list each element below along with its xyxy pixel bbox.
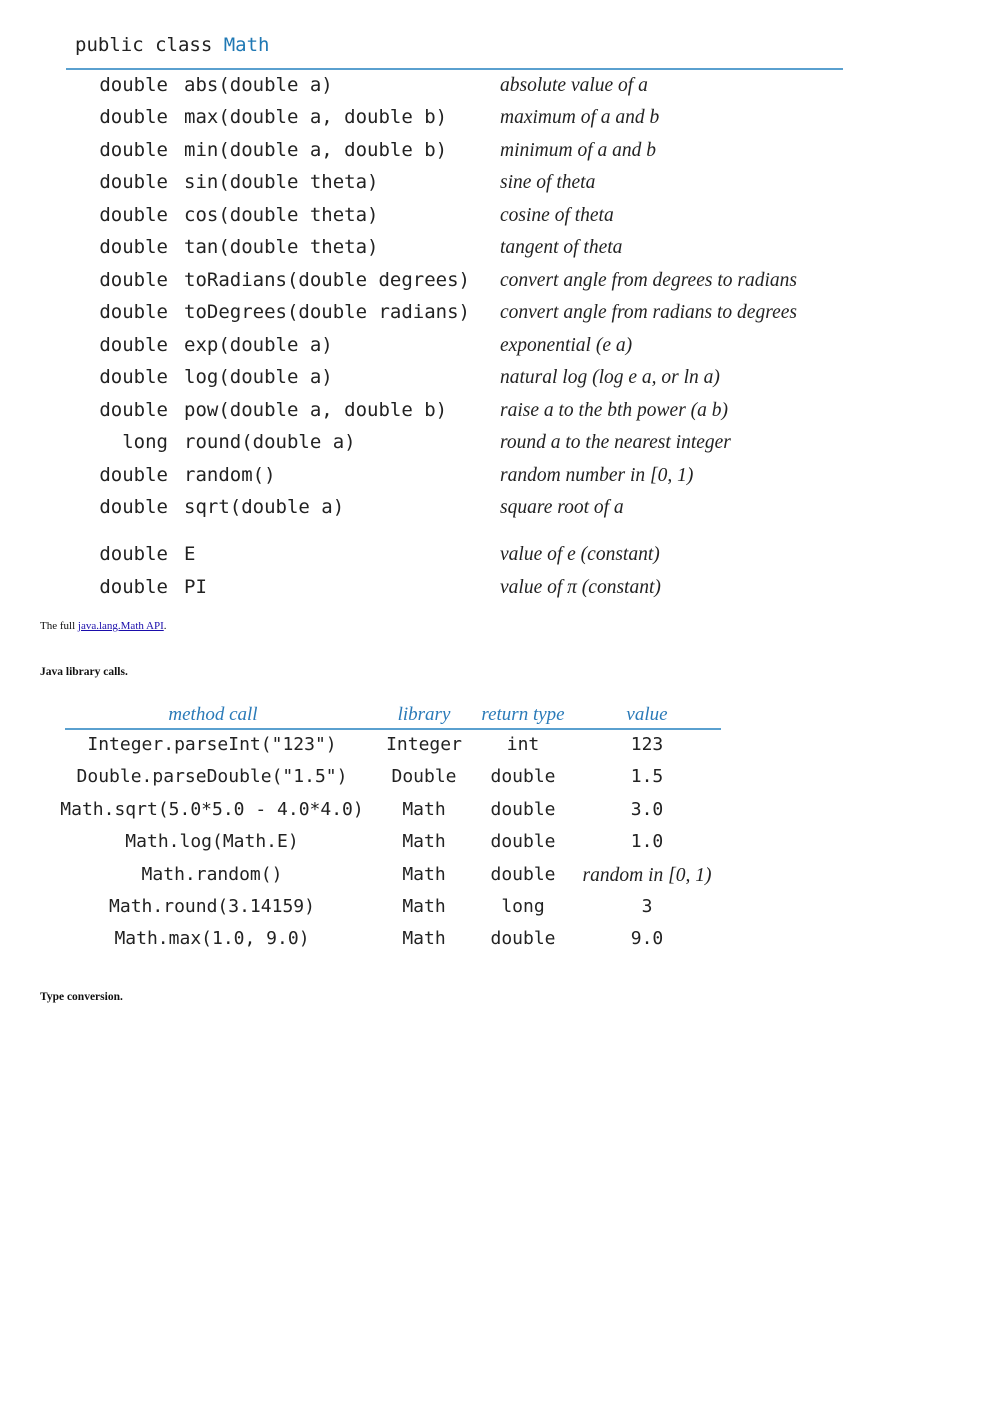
api-row-min bbox=[0, 139, 990, 169]
library-cell: Double bbox=[391, 766, 457, 787]
api-return-type: double bbox=[99, 139, 168, 161]
method-call-cell: Math.sqrt(5.0*5.0 - 4.0*4.0) bbox=[60, 799, 364, 820]
section-heading-type-conversion: Type conversion. bbox=[40, 991, 123, 1003]
method-call-cell: Math.max(1.0, 9.0) bbox=[114, 928, 310, 949]
library-cell: Math bbox=[402, 864, 446, 885]
api-return-type: double bbox=[99, 366, 168, 388]
library-calls-header-rule bbox=[65, 728, 721, 730]
value-cell: 9.0 bbox=[630, 928, 664, 949]
api-return-type: double bbox=[99, 334, 168, 356]
value-cell: 123 bbox=[630, 734, 664, 755]
library-cell: Math bbox=[402, 831, 446, 852]
api-return-type: double bbox=[99, 399, 168, 421]
api-row-random bbox=[0, 464, 990, 494]
api-row-exp bbox=[0, 334, 990, 364]
value-cell: 3 bbox=[641, 896, 653, 917]
api-description: maximum of a and b bbox=[500, 107, 660, 128]
api-signature: abs(double a) bbox=[184, 74, 333, 96]
api-row-pow bbox=[0, 399, 990, 429]
api-return-type: double bbox=[99, 269, 168, 291]
java-lang-math-api-link[interactable]: java.lang.Math API bbox=[77, 620, 164, 632]
caption-prefix: The full bbox=[40, 620, 78, 632]
api-signature: tan(double theta) bbox=[184, 236, 379, 258]
api-signature: log(double a) bbox=[184, 366, 333, 388]
api-row-sqrt bbox=[0, 496, 990, 526]
col-header-return-type: return type bbox=[481, 704, 565, 725]
api-row-abs bbox=[0, 74, 990, 104]
api-description: cosine of theta bbox=[500, 205, 614, 226]
api-return-type: double bbox=[99, 576, 168, 598]
api-signature: random() bbox=[184, 464, 276, 486]
return-type-cell: double bbox=[490, 864, 556, 885]
library-cell: Math bbox=[402, 799, 446, 820]
api-class-name: Math bbox=[223, 34, 270, 56]
api-return-type: double bbox=[99, 74, 168, 96]
return-type-cell: int bbox=[506, 734, 540, 755]
return-type-cell: double bbox=[490, 928, 556, 949]
api-description: random number in [0, 1) bbox=[500, 465, 694, 486]
api-caption bbox=[40, 620, 167, 632]
api-signature: exp(double a) bbox=[184, 334, 333, 356]
api-return-type: double bbox=[99, 236, 168, 258]
api-description: minimum of a and b bbox=[500, 140, 656, 161]
api-return-type: double bbox=[99, 496, 168, 518]
col-header-method-call: method call bbox=[168, 704, 258, 725]
col-header-library: library bbox=[397, 704, 451, 725]
api-signature: E bbox=[184, 543, 196, 565]
api-description: square root of a bbox=[500, 497, 624, 518]
api-return-type: double bbox=[99, 106, 168, 128]
api-row-log bbox=[0, 366, 990, 396]
library-cell: Math bbox=[402, 928, 446, 949]
api-description: raise a to the bth power (a b) bbox=[500, 400, 729, 421]
api-description: exponential (e a) bbox=[500, 335, 633, 356]
method-call-cell: Double.parseDouble("1.5") bbox=[76, 766, 348, 787]
return-type-cell: double bbox=[490, 831, 556, 852]
api-description: natural log (log e a, or ln a) bbox=[500, 367, 720, 388]
api-description: value of π (constant) bbox=[500, 577, 661, 598]
api-row-todegrees bbox=[0, 301, 990, 331]
api-row-tan bbox=[0, 236, 990, 266]
api-description: value of e (constant) bbox=[500, 544, 660, 565]
method-call-cell: Math.random() bbox=[141, 864, 283, 885]
api-signature: toDegrees(double radians) bbox=[184, 301, 470, 323]
api-signature: cos(double theta) bbox=[184, 204, 379, 226]
api-header-rule bbox=[66, 68, 843, 70]
api-signature: max(double a, double b) bbox=[184, 106, 448, 128]
value-cell: 3.0 bbox=[630, 799, 664, 820]
api-description: round a to the nearest integer bbox=[500, 432, 731, 453]
method-call-cell: Math.round(3.14159) bbox=[109, 896, 315, 917]
api-signature: toRadians(double degrees) bbox=[184, 269, 470, 291]
api-return-type: double bbox=[99, 301, 168, 323]
method-call-cell: Integer.parseInt("123") bbox=[87, 734, 337, 755]
api-description: convert angle from degrees to radians bbox=[500, 270, 797, 291]
caption-suffix: . bbox=[163, 620, 167, 632]
api-return-type: double bbox=[99, 464, 168, 486]
method-call-cell: Math.log(Math.E) bbox=[125, 831, 299, 852]
api-row-sin bbox=[0, 171, 990, 201]
api-row-cos bbox=[0, 204, 990, 234]
value-cell: random in [0, 1) bbox=[582, 865, 712, 886]
api-class-header bbox=[75, 34, 269, 56]
api-return-type: long bbox=[122, 431, 168, 453]
api-row-e bbox=[0, 543, 990, 573]
api-signature: sin(double theta) bbox=[184, 171, 379, 193]
api-signature: round(double a) bbox=[184, 431, 356, 453]
value-cell: 1.5 bbox=[630, 766, 664, 787]
return-type-cell: double bbox=[490, 766, 556, 787]
api-signature: sqrt(double a) bbox=[184, 496, 345, 518]
api-return-type: double bbox=[99, 543, 168, 565]
api-return-type: double bbox=[99, 171, 168, 193]
api-signature: pow(double a, double b) bbox=[184, 399, 448, 421]
api-row-max bbox=[0, 106, 990, 136]
api-description: absolute value of a bbox=[500, 75, 648, 96]
api-signature: PI bbox=[184, 576, 207, 598]
api-row-pi bbox=[0, 576, 990, 606]
api-return-type: double bbox=[99, 204, 168, 226]
api-row-toradians bbox=[0, 269, 990, 299]
api-description: convert angle from radians to degrees bbox=[500, 302, 797, 323]
return-type-cell: double bbox=[490, 799, 556, 820]
col-header-value: value bbox=[626, 704, 668, 725]
value-cell: 1.0 bbox=[630, 831, 664, 852]
api-header-prefix: public class bbox=[75, 34, 224, 56]
library-cell: Integer bbox=[386, 734, 462, 755]
api-description: sine of theta bbox=[500, 172, 596, 193]
section-heading-library-calls: Java library calls. bbox=[40, 666, 128, 678]
return-type-cell: long bbox=[501, 896, 545, 917]
api-description: tangent of theta bbox=[500, 237, 623, 258]
api-signature: min(double a, double b) bbox=[184, 139, 448, 161]
api-row-round bbox=[0, 431, 990, 461]
library-cell: Math bbox=[402, 896, 446, 917]
